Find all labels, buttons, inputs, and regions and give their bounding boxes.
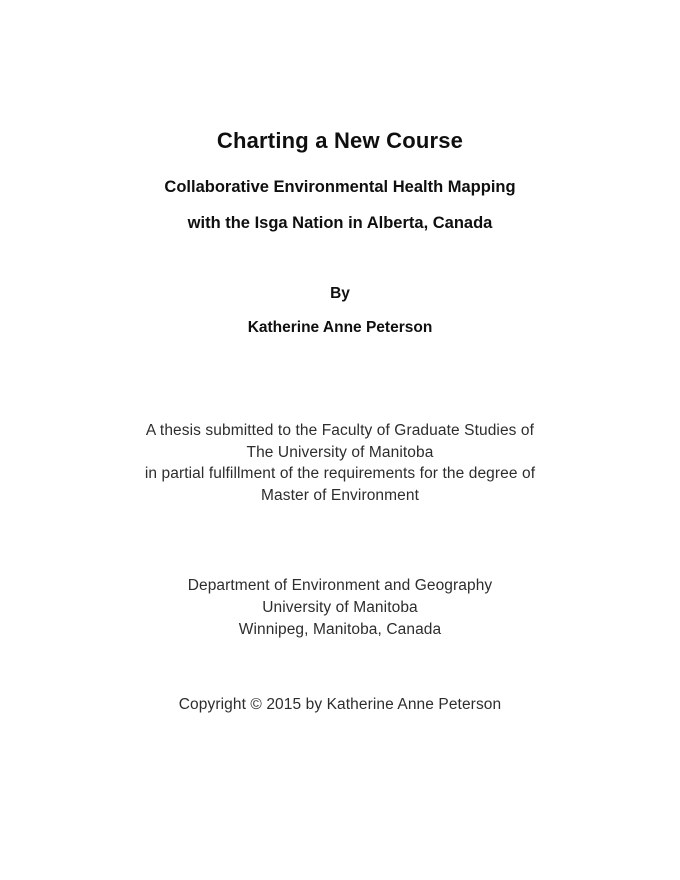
affiliation-department: Department of Environment and Geography [187,577,493,594]
submission-statement-line-2: The University of Manitoba [246,444,434,461]
submission-statement-line-1: A thesis submitted to the Faculty of Graduate Studies of [145,422,535,439]
copyright-notice: Copyright © 2015 by Katherine Anne Peterson [178,696,502,713]
affiliation-location: Winnipeg, Manitoba, Canada [238,621,442,638]
author-name: Katherine Anne Peterson [247,319,433,336]
affiliation-university: University of Manitoba [262,599,418,616]
submission-statement-line-4: Master of Environment [260,487,420,504]
submission-statement-line-3: in partial fulfillment of the requirements for the degree of [144,465,536,482]
thesis-subtitle-line-2: with the Isga Nation in Alberta, Canada [187,214,493,232]
thesis-title: Charting a New Course [216,128,464,153]
thesis-subtitle-line-1: Collaborative Environmental Health Mapping [164,178,516,196]
by-label: By [330,285,350,302]
